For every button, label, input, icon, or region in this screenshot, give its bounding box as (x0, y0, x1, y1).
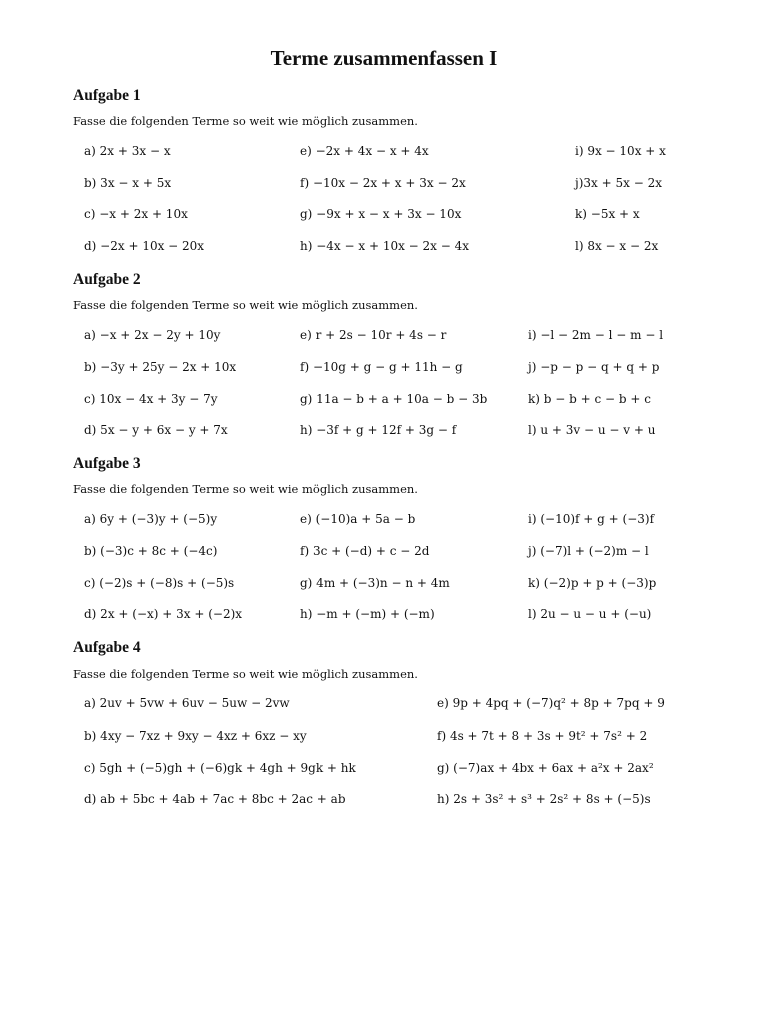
exercise-item: b) 3x − x + 5x (84, 176, 172, 190)
exercise-item: f) −10x − 2x + x + 3x − 2x (300, 176, 466, 190)
exercise-item: e) r + 2s − 10r + 4s − r (300, 328, 447, 342)
exercise-row (0, 696, 768, 716)
exercise-item: e) −2x + 4x − x + 4x (300, 144, 429, 158)
section-heading: Aufgabe 3 (73, 455, 141, 472)
exercise-item: e) 9p + 4pq + (−7)q² + 8p + 7pq + 9 (437, 696, 665, 710)
exercise-item: g) 11a − b + a + 10a − b − 3b (300, 392, 488, 406)
exercise-item: b) 4xy − 7xz + 9xy − 4xz + 6xz − xy (84, 729, 307, 743)
exercise-item: d) −2x + 10x − 20x (84, 239, 205, 253)
section-instruction: Fasse die folgenden Terme so weit wie möglich zusammen. (73, 114, 418, 128)
section-instruction: Fasse die folgenden Terme so weit wie möglich zusammen. (73, 298, 418, 312)
exercise-row (0, 576, 768, 596)
exercise-row (0, 761, 768, 781)
exercise-item: h) −m + (−m) + (−m) (300, 607, 435, 621)
exercise-item: k) −5x + x (575, 207, 640, 221)
exercise-row (0, 328, 768, 348)
exercise-item: j)3x + 5x − 2x (575, 176, 662, 190)
exercise-item: d) 2x + (−x) + 3x + (−2)x (84, 607, 243, 621)
exercise-item: d) 5x − y + 6x − y + 7x (84, 423, 228, 437)
exercise-item: l) u + 3v − u − v + u (528, 423, 656, 437)
exercise-item: g) (−7)ax + 4bx + 6ax + a²x + 2ax² (437, 761, 654, 775)
exercise-item: h) −3f + g + 12f + 3g − f (300, 423, 457, 437)
exercise-item: a) −x + 2x − 2y + 10y (84, 328, 221, 342)
exercise-item: k) b − b + c − b + c (528, 392, 651, 406)
exercise-item: b) −3y + 25y − 2x + 10x (84, 360, 237, 374)
exercise-item: g) −9x + x − x + 3x − 10x (300, 207, 462, 221)
exercise-row (0, 512, 768, 532)
exercise-item: c) 5gh + (−5)gh + (−6)gk + 4gh + 9gk + hk (84, 761, 356, 775)
exercise-item: a) 2uv + 5vw + 6uv − 5uw − 2vw (84, 696, 290, 710)
exercise-item: f) 3c + (−d) + c − 2d (300, 544, 430, 558)
exercise-row (0, 144, 768, 164)
exercise-item: l) 8x − x − 2x (575, 239, 659, 253)
exercise-item: e) (−10)a + 5a − b (300, 512, 416, 526)
section-heading: Aufgabe 2 (73, 271, 141, 288)
exercise-item: a) 6y + (−3)y + (−5)y (84, 512, 218, 526)
exercise-item: f) 4s + 7t + 8 + 3s + 9t² + 7s² + 2 (437, 729, 648, 743)
exercise-row (0, 207, 768, 227)
exercise-item: b) (−3)c + 8c + (−4c) (84, 544, 218, 558)
page-title: Terme zusammenfassen I (270, 46, 498, 70)
exercise-item: a) 2x + 3x − x (84, 144, 171, 158)
exercise-item: c) −x + 2x + 10x (84, 207, 188, 221)
exercise-item: c) (−2)s + (−8)s + (−5)s (84, 576, 235, 590)
exercise-row (0, 392, 768, 412)
exercise-row (0, 239, 768, 259)
exercise-item: i) (−10)f + g + (−3)f (528, 512, 655, 526)
exercise-item: l) 2u − u − u + (−u) (528, 607, 652, 621)
exercise-item: h) −4x − x + 10x − 2x − 4x (300, 239, 470, 253)
exercise-row (0, 176, 768, 196)
exercise-row (0, 607, 768, 627)
section-instruction: Fasse die folgenden Terme so weit wie möglich zusammen. (73, 667, 418, 681)
exercise-item: k) (−2)p + p + (−3)p (528, 576, 657, 590)
exercise-item: i) 9x − 10x + x (575, 144, 666, 158)
section-heading: Aufgabe 1 (73, 87, 141, 104)
exercise-item: h) 2s + 3s² + s³ + 2s² + 8s + (−5)s (437, 792, 651, 806)
exercise-item: j) −p − p − q + q + p (528, 360, 660, 374)
exercise-item: g) 4m + (−3)n − n + 4m (300, 576, 450, 590)
exercise-row (0, 423, 768, 443)
exercise-row (0, 360, 768, 380)
exercise-item: i) −l − 2m − l − m − l (528, 328, 664, 342)
exercise-item: f) −10g + g − g + 11h − g (300, 360, 463, 374)
exercise-row (0, 729, 768, 749)
section-heading: Aufgabe 4 (73, 639, 141, 656)
exercise-row (0, 792, 768, 812)
exercise-item: j) (−7)l + (−2)m − l (528, 544, 649, 558)
section-instruction: Fasse die folgenden Terme so weit wie möglich zusammen. (73, 482, 418, 496)
exercise-row (0, 544, 768, 564)
exercise-item: d) ab + 5bc + 4ab + 7ac + 8bc + 2ac + ab (84, 792, 346, 806)
exercise-item: c) 10x − 4x + 3y − 7y (84, 392, 218, 406)
